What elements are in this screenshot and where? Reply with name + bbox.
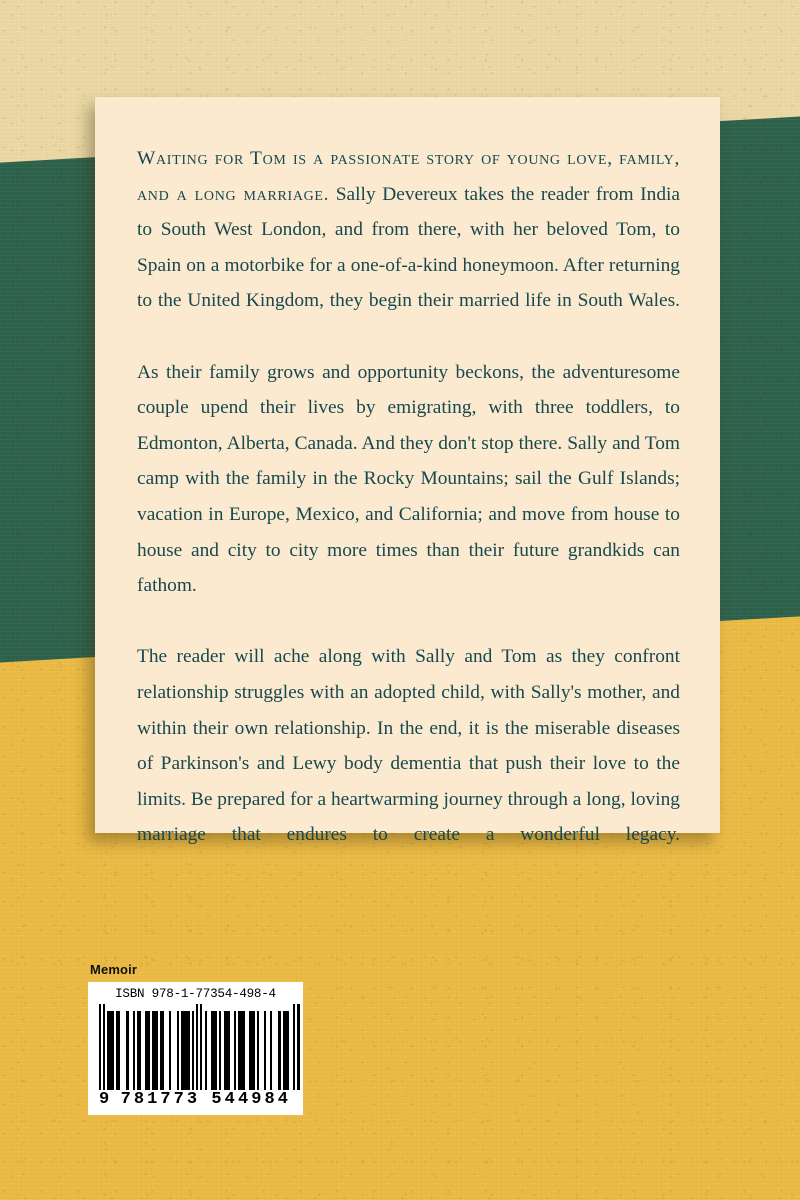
barcode-card — [88, 982, 303, 1115]
blurb-paragraph-2 — [137, 355, 680, 640]
blurb-paragraph-1 — [137, 141, 680, 355]
barcode-digit-group-left: 9 — [99, 1090, 110, 1109]
blurb-paragraph-1-text: Sally Devereux takes the reader from India to South West London, and from there, with her beloved Tom, to Spain on a motorbike for a one-of-a-kind honeymoon. After returning to the United Kingdom, they begin their married life in South Wales. — [137, 183, 681, 312]
barcode-block — [88, 962, 303, 1115]
barcode-digit-group-right: 544984 — [211, 1090, 291, 1109]
category-label: Memoir — [90, 962, 138, 977]
blurb-paragraph-2-text: As their family grows and opportunity beckons, the adventuresome couple upend their lives by emigrating, with three toddlers, to Edmonton, Alberta, Canada. And they don't stop there. Sally and Tom camp with the family in the Rocky Mountains; sail the Gulf Islands; vacation in Europe, Mexico, and California; and move from house to house and city to city more times than their future grandkids can fathom. — [137, 361, 680, 597]
barcode-digit-group-middle: 781773 — [120, 1090, 201, 1109]
blurb-leadin-smallcaps: Waiting for Tom is a passionate story of young love, family, and a long marriage. — [137, 148, 680, 205]
isbn-text: ISBN 978-1-77354-498-4 — [115, 987, 276, 1001]
barcode-digits — [95, 1090, 296, 1109]
barcode-bar — [297, 1004, 299, 1090]
blurb-paragraph-3-text: The reader will ache along with Sally and Tom as they confront relationship struggles with an adopted child, with Sally's mother, and within their own relationship. In the end, it is the miserable diseases of Parkinson's and Lewy body dementia that push their love to the limits. Be prepared for a heartwarming journey through a long, loving marriage that endures to create a wonderful legacy. — [137, 646, 680, 846]
blurb-panel — [95, 97, 720, 846]
barcode-bar — [181, 1011, 189, 1090]
barcode-bars — [95, 1004, 296, 1090]
blurb-paragraph-3 — [137, 639, 680, 888]
